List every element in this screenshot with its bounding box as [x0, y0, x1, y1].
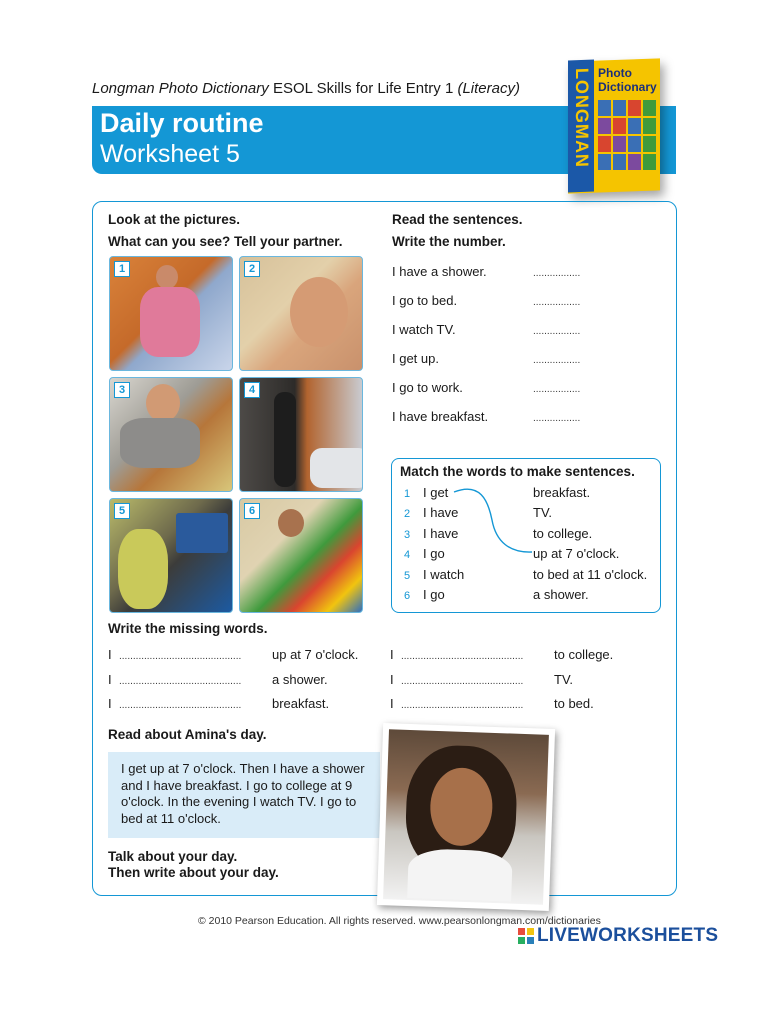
look-instruction: Look at the pictures.: [108, 212, 241, 227]
amina-title: Read about Amina's day.: [108, 727, 267, 742]
match-number: 6: [404, 590, 411, 602]
book-title-line1: Photo: [598, 66, 632, 80]
amina-portrait-photo: [377, 723, 555, 911]
match-left-item[interactable]: I have: [423, 526, 459, 541]
sentence-item: I have a shower.: [392, 264, 487, 279]
read-sentences-instruction: Read the sentences.: [392, 212, 523, 227]
photo-number: 4: [244, 382, 260, 398]
number-blank[interactable]: .................: [533, 326, 581, 337]
missing-blank[interactable]: ............................................: [401, 700, 524, 711]
number-blank[interactable]: .................: [533, 384, 581, 395]
missing-start: I: [390, 696, 394, 711]
talk-instruction: Talk about your day.: [108, 849, 238, 864]
match-left-item[interactable]: I go: [423, 546, 445, 561]
write-instruction: Then write about your day.: [108, 865, 279, 880]
photo-watching-tv: [109, 498, 233, 613]
series-title-italic: Longman Photo Dictionary: [92, 80, 269, 97]
book-title: [598, 66, 657, 94]
sentence-item: I have breakfast.: [392, 409, 489, 424]
copyright-notice: © 2010 Pearson Education. All rights reserved. www.pearsonlongman.com/dictionaries: [198, 915, 601, 927]
match-left-item[interactable]: I watch: [423, 567, 465, 582]
match-number: 4: [404, 549, 411, 561]
match-right-item[interactable]: breakfast.: [533, 485, 591, 500]
page-title: Daily routine: [100, 108, 264, 138]
amina-text: I get up at 7 o'clock. Then I have a shower and I have breakfast. I go to college at 9 o'clock. In the evening I watch TV. I go to bed at 11 o'clock.: [121, 761, 365, 826]
missing-end: to bed.: [554, 696, 594, 711]
tell-partner-instruction: What can you see? Tell your partner.: [108, 234, 343, 249]
number-blank[interactable]: .................: [533, 413, 581, 424]
missing-start: I: [108, 672, 112, 687]
missing-blank[interactable]: ............................................: [401, 651, 524, 662]
missing-start: I: [390, 647, 394, 662]
series-title-regular: ESOL Skills for Life Entry 1: [268, 80, 458, 97]
missing-blank[interactable]: ............................................: [119, 676, 242, 687]
match-number: 1: [404, 488, 411, 500]
sentence-item: I go to bed.: [392, 293, 458, 308]
photo-number: 3: [114, 382, 130, 398]
match-number: 3: [404, 529, 411, 541]
match-number: 5: [404, 570, 411, 582]
missing-start: I: [390, 672, 394, 687]
book-title-line2: Dictionary: [598, 80, 657, 94]
liveworksheets-logo-icon: [518, 928, 534, 944]
photo-washing-face: [239, 256, 363, 371]
photo-number: 5: [114, 503, 130, 519]
missing-end: up at 7 o'clock.: [272, 647, 359, 662]
photo-number: 2: [244, 261, 260, 277]
missing-blank[interactable]: ............................................: [119, 700, 242, 711]
photo-breakfast: [109, 377, 233, 492]
missing-end: to college.: [554, 647, 614, 662]
sentence-item: I get up.: [392, 351, 439, 366]
book-spine-text: LONGMAN: [572, 67, 592, 169]
photo-going-to-work: [239, 377, 363, 492]
sentence-item: I watch TV.: [392, 322, 456, 337]
series-title-level: (Literacy): [457, 80, 520, 97]
photo-getting-up: [109, 256, 233, 371]
number-blank[interactable]: .................: [533, 297, 581, 308]
write-number-instruction: Write the number.: [392, 234, 506, 249]
missing-blank[interactable]: ............................................: [401, 676, 524, 687]
match-right-item[interactable]: to bed at 11 o'clock.: [533, 567, 648, 582]
missing-start: I: [108, 647, 112, 662]
series-title: [92, 80, 520, 97]
match-left-item[interactable]: I have: [423, 505, 459, 520]
match-right-item[interactable]: to college.: [533, 526, 593, 541]
match-title: Match the words to make sentences.: [400, 464, 635, 479]
photo-number: 1: [114, 261, 130, 277]
book-spine: [568, 60, 594, 193]
number-blank[interactable]: .................: [533, 355, 581, 366]
liveworksheets-brand: LIVEWORKSHEETS: [537, 925, 719, 946]
number-blank[interactable]: .................: [533, 268, 581, 279]
sentence-item: I go to work.: [392, 380, 463, 395]
match-left-item[interactable]: I get: [423, 485, 449, 500]
missing-words-title: Write the missing words.: [108, 621, 268, 636]
missing-end: breakfast.: [272, 696, 330, 711]
match-right-item[interactable]: TV.: [533, 505, 553, 520]
match-example-line: [440, 480, 540, 560]
book-cover-photos: [598, 100, 656, 170]
match-right-item[interactable]: a shower.: [533, 587, 589, 602]
match-left-item[interactable]: I go: [423, 587, 445, 602]
missing-end: TV.: [554, 672, 574, 687]
page-subtitle: Worksheet 5: [100, 140, 240, 168]
match-number: 2: [404, 508, 411, 520]
missing-blank[interactable]: ............................................: [119, 651, 242, 662]
missing-end: a shower.: [272, 672, 328, 687]
missing-start: I: [108, 696, 112, 711]
match-right-item[interactable]: up at 7 o'clock.: [533, 546, 620, 561]
photo-going-to-bed: [239, 498, 363, 613]
photo-number: 6: [244, 503, 260, 519]
